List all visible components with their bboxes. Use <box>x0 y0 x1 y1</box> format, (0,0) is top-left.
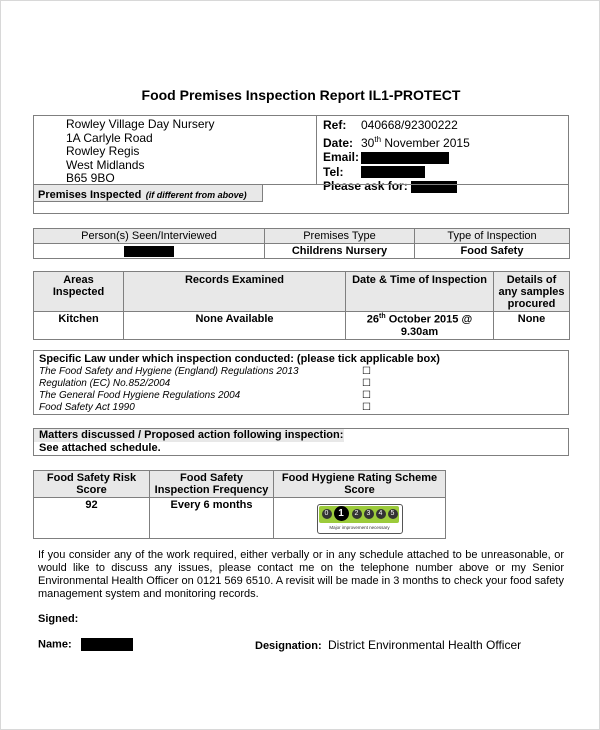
matters-box <box>33 428 569 456</box>
risk-score-cell: 92 <box>34 498 150 539</box>
name-row <box>38 638 133 651</box>
address-line: Rowley Regis <box>66 144 140 158</box>
tel-row <box>323 165 470 180</box>
rating-number: 2 <box>352 509 362 519</box>
table-header: Person(s) Seen/Interviewed <box>34 229 265 244</box>
ask-label: Please ask for: <box>323 179 408 193</box>
rating-number: 5 <box>388 509 398 519</box>
rating-caption: Major improvement necessary <box>329 525 390 530</box>
law-checkbox[interactable]: ☐ <box>362 366 371 377</box>
table-header: Areas Inspected <box>34 272 124 312</box>
page-title: Food Premises Inspection Report IL1-PROTECT <box>141 87 461 103</box>
inspection-date-day: 26 <box>366 313 380 326</box>
redacted-name <box>81 638 133 651</box>
name-label: Name: <box>38 638 72 651</box>
rating-number: 3 <box>364 509 374 519</box>
law-checkbox[interactable]: ☐ <box>362 402 371 413</box>
designation-label: Designation: <box>255 640 322 652</box>
rating-number: 4 <box>376 509 386 519</box>
premises-type-cell: Childrens Nursery <box>265 244 415 259</box>
date-rest: November 2015 <box>381 135 470 150</box>
law-checkbox[interactable]: ☐ <box>362 378 371 389</box>
areas-table <box>33 271 570 340</box>
person-cell <box>34 244 265 259</box>
table-header: Type of Inspection <box>415 229 570 244</box>
table-header: Details of any samples procured <box>494 272 570 312</box>
table-row <box>34 312 570 340</box>
date-day: 30 <box>361 135 375 150</box>
address-divider <box>316 116 317 184</box>
premises-note: (if different from above) <box>145 190 247 200</box>
tel-label: Tel: <box>323 164 344 179</box>
redacted-email <box>361 152 449 164</box>
inspection-datetime-cell <box>346 312 494 340</box>
rating-score-circle: 1 <box>334 506 349 521</box>
premises-label: Premises Inspected <box>38 189 142 201</box>
matters-heading: Matters discussed / Proposed action following inspection: <box>34 429 344 442</box>
table-header-row <box>34 229 570 244</box>
law-item: Regulation (EC) No.852/2004 <box>39 378 171 389</box>
address-line: Rowley Village Day Nursery <box>66 117 215 131</box>
samples-cell: None <box>494 312 570 340</box>
frequency-cell: Every 6 months <box>150 498 274 539</box>
date-label: Date: <box>323 135 354 150</box>
ref-row <box>323 118 470 133</box>
rating-table <box>33 470 446 539</box>
inspection-date-suffix: th <box>379 313 386 320</box>
address-line: West Midlands <box>66 157 145 172</box>
table-header: Premises Type <box>265 229 415 244</box>
table-header: Date & Time of Inspection <box>346 272 494 312</box>
inspection-time: 9.30am <box>400 325 439 338</box>
address-line: 1A Carlyle Road <box>66 130 153 145</box>
law-heading: Specific Law under which inspection conducted: (please tick applicable box) <box>39 353 440 365</box>
records-cell: None Available <box>124 312 346 340</box>
date-row <box>323 133 470 151</box>
notice-paragraph: If you consider any of the work required, either verbally or in any schedule attached to be unreasonable, or would like to discuss any issues, please contact me on the telephone number above or my Senior Environmental Health Officer on 0121 569 6510. A revisit will be made in 3 months to check your food safety management system and monitoring records. <box>38 549 564 600</box>
premises-label-cell <box>34 185 263 202</box>
table-row <box>34 498 446 539</box>
rating-number: 0 <box>322 509 332 519</box>
table-header: Records Examined <box>124 272 346 312</box>
law-item: The General Food Hygiene Regulations 2004 <box>39 390 241 401</box>
table-header: Food Safety Inspection Frequency <box>150 471 274 498</box>
law-item: Food Safety Act 1990 <box>39 402 135 413</box>
persons-table <box>33 228 570 259</box>
email-label: Email: <box>323 150 360 164</box>
law-checkboxes <box>362 366 371 414</box>
ref-label: Ref: <box>323 118 347 132</box>
law-box <box>33 350 569 415</box>
ref-value: 040668/92300222 <box>361 118 458 132</box>
law-item: The Food Safety and Hygiene (England) Regulations 2013 <box>39 366 299 377</box>
table-header: Food Hygiene Rating Scheme Score <box>274 471 446 498</box>
redacted-person <box>124 246 174 257</box>
matters-text: See attached schedule. <box>39 442 161 454</box>
table-header: Food Safety Risk Score <box>34 471 150 498</box>
email-row <box>323 150 470 165</box>
designation-value: District Environmental Health Officer <box>327 638 522 652</box>
signed-label: Signed: <box>38 613 79 625</box>
meta-block <box>323 118 470 194</box>
table-header-row <box>34 471 446 498</box>
address-box <box>33 115 569 193</box>
address-block <box>66 118 215 186</box>
address-line: B65 9BO <box>66 171 115 185</box>
table-header-row <box>34 272 570 312</box>
law-checkbox[interactable]: ☐ <box>362 390 371 401</box>
inspection-type-cell: Food Safety <box>415 244 570 259</box>
inspection-date-rest: October 2015 @ <box>385 313 473 326</box>
rating-badge <box>317 504 403 534</box>
area-cell: Kitchen <box>34 312 124 340</box>
law-list <box>39 366 299 414</box>
rating-badge-cell <box>274 498 446 539</box>
premises-box <box>33 184 569 214</box>
designation-row <box>255 638 521 652</box>
redacted-tel <box>361 166 425 178</box>
table-row <box>34 244 570 259</box>
date-suffix: th <box>374 134 382 144</box>
